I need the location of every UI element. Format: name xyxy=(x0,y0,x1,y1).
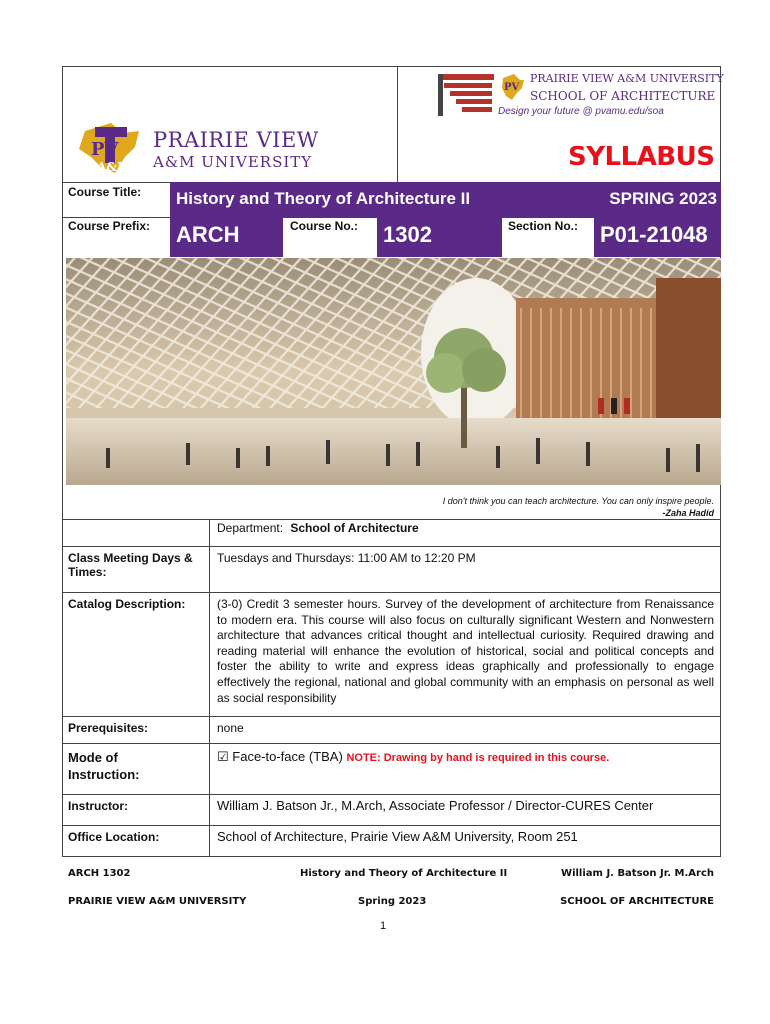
course-title: History and Theory of Architecture II xyxy=(176,189,471,208)
row-line xyxy=(62,519,721,520)
office-value: School of Architecture, Prairie View A&M University, Room 251 xyxy=(217,829,578,844)
architecture-interior-image xyxy=(66,258,721,485)
pv-logo-line2: A&M UNIVERSITY xyxy=(153,153,313,171)
department-value: School of Architecture xyxy=(290,521,419,535)
course-title-label: Course Title: xyxy=(68,185,142,199)
svg-text:PV: PV xyxy=(91,139,119,160)
frame-top xyxy=(62,66,721,67)
course-number-label: Course No.: xyxy=(290,219,359,233)
meeting-label: Class Meeting Days & Times: xyxy=(68,551,193,579)
soa-logo-tagline: Design your future @ pvamu.edu/soa xyxy=(498,106,664,117)
syllabus-title: SYLLABUS xyxy=(568,142,715,172)
row-line xyxy=(62,856,721,857)
course-title-band xyxy=(170,182,721,217)
office-label: Office Location: xyxy=(68,830,160,844)
catalog-label: Catalog Description: xyxy=(68,597,186,611)
footer-term: Spring 2023 xyxy=(358,896,427,907)
course-prefix: ARCH xyxy=(176,222,240,247)
department-row xyxy=(217,521,419,535)
svg-text:A&M: A&M xyxy=(97,160,131,174)
section-number-label: Section No.: xyxy=(508,219,579,233)
soa-logo-line2: SCHOOL OF ARCHITECTURE xyxy=(530,89,716,103)
footer-instructor: William J. Batson Jr. M.Arch xyxy=(561,868,714,879)
mode-row xyxy=(217,749,609,765)
pv-logo xyxy=(75,117,320,179)
frame-left xyxy=(62,66,63,857)
row-line xyxy=(62,716,721,717)
pv-logo-line1: PRAIRIE VIEW xyxy=(153,128,319,152)
department-label: Department: xyxy=(217,521,284,535)
soa-building-icon xyxy=(436,70,496,120)
row-line xyxy=(62,592,721,593)
soa-logo-line1: PRAIRIE VIEW A&M UNIVERSITY xyxy=(530,72,724,85)
course-prefix-label: Course Prefix: xyxy=(68,219,151,233)
prereq-value: none xyxy=(217,721,244,735)
quote-text: I don't think you can teach architecture. You can only inspire people. xyxy=(442,496,714,506)
checkbox-icon: ☑ xyxy=(217,750,229,765)
mode-label: Mode of Instruction: xyxy=(68,750,140,782)
row-line xyxy=(62,794,721,795)
course-prefix-box xyxy=(170,217,283,257)
footer-school: SCHOOL OF ARCHITECTURE xyxy=(560,896,714,907)
footer-course-title: History and Theory of Architecture II xyxy=(300,868,508,879)
soa-logo xyxy=(436,70,724,120)
svg-text:PV: PV xyxy=(504,82,520,93)
mode-value: Face-to-face (TBA) xyxy=(232,749,343,764)
pv-small-icon xyxy=(500,72,526,102)
prereq-label: Prerequisites: xyxy=(68,721,149,735)
footer-university: PRAIRIE VIEW A&M UNIVERSITY xyxy=(68,896,247,907)
catalog-value: (3-0) Credit 3 semester hours. Survey of the development of architecture from Renaissance to modern era. This course will also focus on culturally significant Western and Nonwestern architecture that advances critical thought and intellectual curiosity. Required drawing and reading material will enhance the evolution of historical, social and political concepts and foster the ability to write and express ideas graphically and professionally to engage effectively the regional, national and global community with an emphasis on personal as well as social responsibility xyxy=(217,597,714,705)
course-number: 1302 xyxy=(383,222,432,247)
row-line xyxy=(62,546,721,547)
frame-header-divider xyxy=(397,66,398,182)
course-number-box xyxy=(377,217,502,257)
instructor-label: Instructor: xyxy=(68,799,128,813)
section-number: P01-21048 xyxy=(600,222,708,247)
page-number: 1 xyxy=(380,920,387,932)
section-number-box xyxy=(594,217,721,257)
row-line xyxy=(62,743,721,744)
course-term: SPRING 2023 xyxy=(609,189,717,208)
table-column-divider xyxy=(209,519,210,857)
quote-author: -Zaha Hadid xyxy=(662,508,714,518)
row-line xyxy=(62,825,721,826)
texas-star-icon xyxy=(75,117,147,179)
mode-note: NOTE: Drawing by hand is required in this course. xyxy=(346,752,610,764)
instructor-value: William J. Batson Jr., M.Arch, Associate Professor / Director-CURES Center xyxy=(217,798,654,813)
footer-course: ARCH 1302 xyxy=(68,868,131,879)
meeting-value: Tuesdays and Thursdays: 11:00 AM to 12:20 PM xyxy=(217,551,476,565)
